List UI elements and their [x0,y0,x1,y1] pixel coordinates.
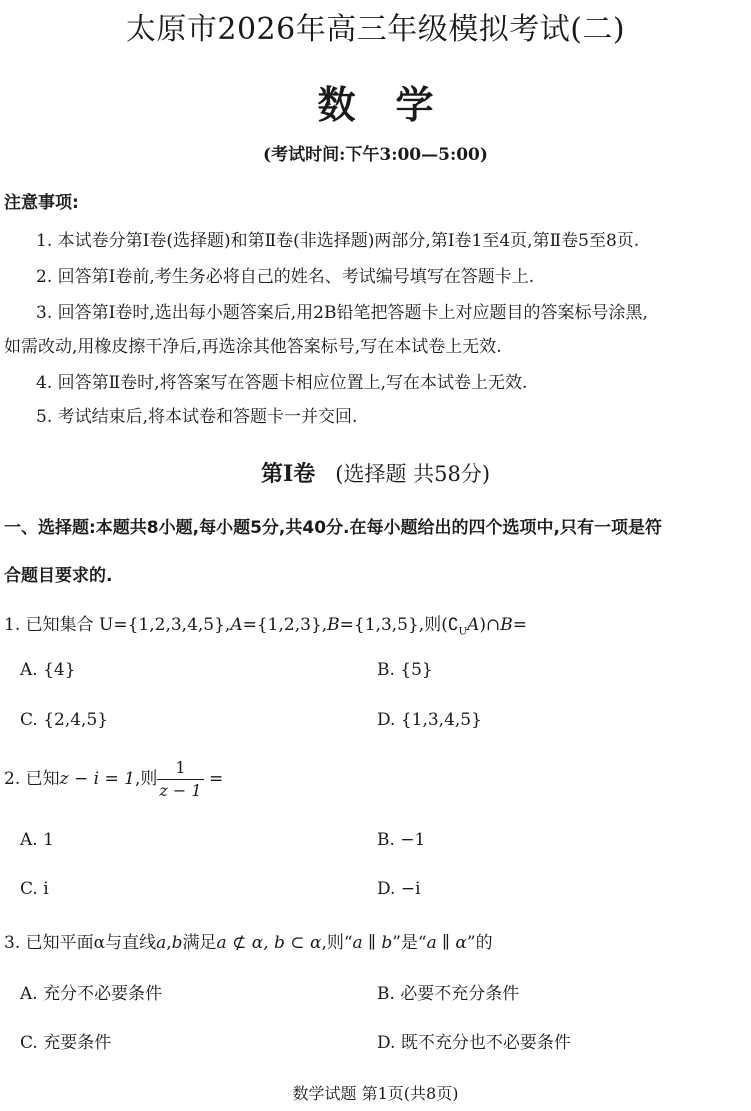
fraction: $\frac{1}{z - 1}$ [159,758,202,800]
question-2-option-b: B. −1 [377,830,426,850]
page-footer: 数学试题 第1页(共8页) [292,1084,459,1103]
question-2-option-d: D. −i [377,879,421,899]
note-item: 4. 回答第Ⅱ卷时,将答案写在答题卡相应位置上,写在本试卷上无效. [36,373,528,393]
section-instruction-cont: 合题目要求的. [4,566,113,586]
question-1-option-b: B. {5} [377,660,433,680]
question-2-stem: 2. 已知z − i = 1,则 $\frac{1}{z - 1}$ = [4,758,224,800]
subject-title: 数学 [317,82,474,127]
question-2-option-a: A. 1 [20,830,54,850]
note-item: 如需改动,用橡皮擦干净后,再选涂其他答案标号,写在本试卷上无效. [4,337,502,357]
question-1-option-c: C. {2,4,5} [20,710,109,730]
question-3-stem: 3. 已知平面α与直线a,b满足a ⊄ α, b ⊂ α,则“a ∥ b”是“a ∥ α”的 [4,933,493,953]
question-2-option-c: C. i [20,879,49,899]
section-instruction: 一、选择题:本题共8小题,每小题5分,共40分.在每小题给出的四个选项中,只有一项是符 [4,518,662,538]
note-item: 5. 考试结束后,将本试卷和答题卡一并交回. [36,407,358,427]
question-3-option-c: C. 充要条件 [20,1033,112,1053]
question-3-option-b: B. 必要不充分条件 [377,984,520,1004]
question-1-stem: 1. 已知集合 U={1,2,3,4,5},A={1,2,3},B={1,3,5},则$(∁_UA)\cap B=$ [4,615,528,638]
note-item: 2. 回答第Ⅰ卷前,考生务必将自己的姓名、考试编号填写在答题卡上. [36,267,535,287]
exam-title: 太原市2026年高三年级模拟考试(二) [125,12,626,47]
question-3-option-d: D. 既不充分也不必要条件 [377,1033,571,1053]
question-1-option-d: D. {1,3,4,5} [377,710,482,730]
note-item: 3. 回答第Ⅰ卷时,选出每小题答案后,用2B铅笔把答题卡上对应题目的答案标号涂黑, [36,303,648,323]
question-1-option-a: A. {4} [20,660,76,680]
question-3-option-a: A. 充分不必要条件 [20,984,163,1004]
notes-heading: 注意事项: [4,193,79,213]
volume-title: 第Ⅰ卷 [260,461,316,487]
volume-subtitle: (选择题 共58分) [335,462,491,486]
note-item: 1. 本试卷分第Ⅰ卷(选择题)和第Ⅱ卷(非选择题)两部分,第Ⅰ卷1至4页,第Ⅱ卷5至8页. [36,231,640,251]
volume-heading [0,457,751,488]
exam-time: (考试时间:下午3:00—5:00) [263,145,488,165]
